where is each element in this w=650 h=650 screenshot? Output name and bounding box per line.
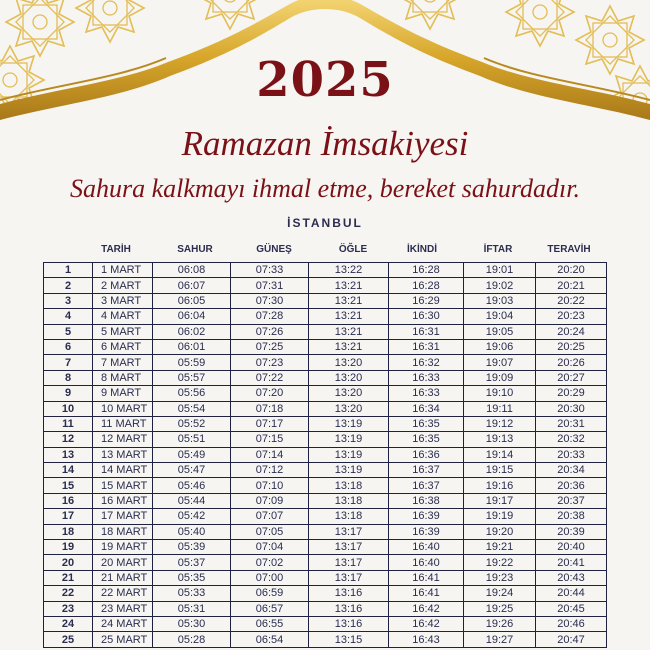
cell-ogle: 13:21 [309,339,389,354]
cell-ikindi: 16:42 [389,601,464,616]
cell-iftar: 19:25 [464,601,536,616]
cell-date: 14 MART [93,463,153,478]
cell-n: 18 [44,524,93,539]
cell-sahur: 06:01 [153,339,231,354]
page-title: Ramazan İmsakiyesi [181,124,469,163]
table-row [44,478,607,493]
cell-n: 8 [44,370,93,385]
cell-iftar: 19:27 [464,632,536,647]
cell-ikindi: 16:33 [389,386,464,401]
cell-ogle: 13:15 [309,632,389,647]
cell-sahur: 05:35 [153,570,231,585]
cell-ogle: 13:21 [309,278,389,293]
table-row [44,586,607,601]
cell-teravih: 20:44 [536,586,607,601]
cell-date: 22 MART [93,586,153,601]
table-row [44,355,607,370]
cell-teravih: 20:39 [536,524,607,539]
cell-ogle: 13:16 [309,586,389,601]
table-row [44,432,607,447]
cell-ogle: 13:22 [309,263,389,278]
cell-sahur: 06:05 [153,293,231,308]
cell-gunes: 07:28 [231,309,309,324]
cell-sahur: 05:42 [153,509,231,524]
cell-teravih: 20:43 [536,570,607,585]
cell-ogle: 13:19 [309,447,389,462]
cell-ikindi: 16:29 [389,293,464,308]
cell-sahur: 05:33 [153,586,231,601]
cell-sahur: 06:07 [153,278,231,293]
cell-ikindi: 16:35 [389,432,464,447]
cell-iftar: 19:24 [464,586,536,601]
cell-ikindi: 16:31 [389,324,464,339]
cell-n: 11 [44,416,93,431]
col-header-sahur: SAHUR [177,244,213,255]
cell-teravih: 20:25 [536,339,607,354]
cell-date: 2 MART [93,278,153,293]
cell-iftar: 19:02 [464,278,536,293]
cell-n: 7 [44,355,93,370]
cell-iftar: 19:13 [464,432,536,447]
cell-teravih: 20:46 [536,616,607,631]
cell-teravih: 20:30 [536,401,607,416]
cell-ikindi: 16:37 [389,463,464,478]
cell-gunes: 07:02 [231,555,309,570]
cell-ogle: 13:21 [309,293,389,308]
cell-ogle: 13:17 [309,570,389,585]
col-header-ikindi: İKİNDİ [407,244,437,255]
cell-date: 24 MART [93,616,153,631]
cell-date: 21 MART [93,570,153,585]
cell-iftar: 19:26 [464,616,536,631]
cell-date: 11 MART [93,416,153,431]
cell-sahur: 05:30 [153,616,231,631]
cell-teravih: 20:38 [536,509,607,524]
cell-date: 25 MART [93,632,153,647]
cell-ikindi: 16:35 [389,416,464,431]
cell-iftar: 19:16 [464,478,536,493]
subtitle: Sahura kalkmayı ihmal etme, bereket sahurdadır. [69,174,581,203]
table-row [44,278,607,293]
cell-ogle: 13:19 [309,416,389,431]
cell-sahur: 05:46 [153,478,231,493]
cell-teravih: 20:32 [536,432,607,447]
cell-gunes: 07:14 [231,447,309,462]
cell-gunes: 07:05 [231,524,309,539]
cell-n: 16 [44,493,93,508]
cell-n: 25 [44,632,93,647]
cell-gunes: 07:20 [231,386,309,401]
table-row [44,524,607,539]
col-header-gunes: GÜNEŞ [256,244,292,255]
table-row [44,555,607,570]
cell-sahur: 05:28 [153,632,231,647]
cell-teravih: 20:40 [536,540,607,555]
table-row [44,601,607,616]
cell-ikindi: 16:28 [389,263,464,278]
cell-teravih: 20:27 [536,370,607,385]
cell-teravih: 20:21 [536,278,607,293]
cell-n: 4 [44,309,93,324]
cell-ogle: 13:17 [309,555,389,570]
cell-iftar: 19:20 [464,524,536,539]
cell-gunes: 06:57 [231,601,309,616]
cell-ikindi: 16:39 [389,524,464,539]
cell-sahur: 05:57 [153,370,231,385]
cell-ogle: 13:17 [309,540,389,555]
cell-sahur: 05:47 [153,463,231,478]
cell-date: 1 MART [93,263,153,278]
cell-date: 7 MART [93,355,153,370]
cell-sahur: 05:49 [153,447,231,462]
cell-sahur: 05:39 [153,540,231,555]
table-row [44,570,607,585]
cell-gunes: 07:00 [231,570,309,585]
cell-iftar: 19:11 [464,401,536,416]
table-row [44,447,607,462]
cell-ogle: 13:19 [309,463,389,478]
cell-gunes: 07:07 [231,509,309,524]
cell-ikindi: 16:40 [389,555,464,570]
cell-ikindi: 16:37 [389,478,464,493]
cell-date: 12 MART [93,432,153,447]
cell-date: 5 MART [93,324,153,339]
cell-sahur: 05:40 [153,524,231,539]
cell-gunes: 07:33 [231,263,309,278]
cell-n: 21 [44,570,93,585]
table-row [44,309,607,324]
cell-sahur: 05:51 [153,432,231,447]
cell-gunes: 07:18 [231,401,309,416]
cell-ikindi: 16:40 [389,540,464,555]
cell-date: 23 MART [93,601,153,616]
cell-date: 13 MART [93,447,153,462]
cell-iftar: 19:22 [464,555,536,570]
cell-date: 15 MART [93,478,153,493]
cell-sahur: 05:31 [153,601,231,616]
cell-date: 20 MART [93,555,153,570]
cell-ikindi: 16:43 [389,632,464,647]
cell-ikindi: 16:33 [389,370,464,385]
cell-date: 10 MART [93,401,153,416]
cell-ikindi: 16:28 [389,278,464,293]
cell-ogle: 13:18 [309,493,389,508]
table-row [44,386,607,401]
cell-teravih: 20:31 [536,416,607,431]
cell-ikindi: 16:32 [389,355,464,370]
cell-n: 1 [44,263,93,278]
col-header-iftar: İFTAR [483,244,513,255]
cell-date: 9 MART [93,386,153,401]
cell-teravih: 20:45 [536,601,607,616]
cell-ikindi: 16:41 [389,570,464,585]
cell-n: 17 [44,509,93,524]
table-row [44,493,607,508]
cell-ogle: 13:18 [309,509,389,524]
cell-iftar: 19:15 [464,463,536,478]
cell-gunes: 07:22 [231,370,309,385]
cell-ogle: 13:20 [309,401,389,416]
imsakiye-table [43,262,607,648]
cell-ikindi: 16:41 [389,586,464,601]
cell-gunes: 07:31 [231,278,309,293]
cell-iftar: 19:06 [464,339,536,354]
cell-n: 15 [44,478,93,493]
cell-gunes: 07:30 [231,293,309,308]
cell-iftar: 19:03 [464,293,536,308]
cell-n: 22 [44,586,93,601]
cell-date: 6 MART [93,339,153,354]
cell-teravih: 20:20 [536,263,607,278]
cell-n: 20 [44,555,93,570]
cell-ogle: 13:17 [309,524,389,539]
cell-sahur: 05:37 [153,555,231,570]
col-header-tarih: TARİH [101,244,131,255]
cell-n: 3 [44,293,93,308]
city-label: İSTANBUL [287,216,363,230]
cell-iftar: 19:07 [464,355,536,370]
cell-sahur: 05:56 [153,386,231,401]
table-row [44,540,607,555]
cell-n: 5 [44,324,93,339]
cell-ikindi: 16:30 [389,309,464,324]
cell-iftar: 19:01 [464,263,536,278]
cell-teravih: 20:26 [536,355,607,370]
cell-iftar: 19:19 [464,509,536,524]
cell-teravih: 20:41 [536,555,607,570]
cell-date: 16 MART [93,493,153,508]
cell-gunes: 07:15 [231,432,309,447]
cell-gunes: 07:25 [231,339,309,354]
cell-gunes: 07:17 [231,416,309,431]
cell-teravih: 20:29 [536,386,607,401]
cell-ogle: 13:19 [309,432,389,447]
cell-ikindi: 16:38 [389,493,464,508]
cell-ogle: 13:20 [309,355,389,370]
cell-gunes: 07:26 [231,324,309,339]
cell-ogle: 13:16 [309,601,389,616]
cell-date: 17 MART [93,509,153,524]
cell-ikindi: 16:31 [389,339,464,354]
cell-teravih: 20:23 [536,309,607,324]
cell-n: 24 [44,616,93,631]
cell-iftar: 19:21 [464,540,536,555]
table-row [44,616,607,631]
cell-gunes: 06:59 [231,586,309,601]
cell-n: 12 [44,432,93,447]
cell-iftar: 19:04 [464,309,536,324]
table-row [44,263,607,278]
cell-n: 2 [44,278,93,293]
col-header-teravih: TERAVİH [547,244,591,255]
cell-sahur: 05:59 [153,355,231,370]
cell-n: 6 [44,339,93,354]
table-row [44,401,607,416]
cell-ogle: 13:21 [309,324,389,339]
cell-teravih: 20:33 [536,447,607,462]
cell-iftar: 19:14 [464,447,536,462]
table-row [44,509,607,524]
cell-ogle: 13:21 [309,309,389,324]
col-header-ogle: ÖĞLE [338,244,368,255]
cell-ogle: 13:16 [309,616,389,631]
table-row [44,293,607,308]
cell-n: 13 [44,447,93,462]
cell-date: 8 MART [93,370,153,385]
cell-iftar: 19:09 [464,370,536,385]
cell-gunes: 07:10 [231,478,309,493]
cell-ogle: 13:18 [309,478,389,493]
cell-gunes: 06:55 [231,616,309,631]
cell-sahur: 06:08 [153,263,231,278]
table-row [44,416,607,431]
cell-ogle: 13:20 [309,386,389,401]
cell-n: 23 [44,601,93,616]
cell-teravih: 20:22 [536,293,607,308]
cell-date: 18 MART [93,524,153,539]
table-row [44,632,607,647]
cell-ikindi: 16:39 [389,509,464,524]
cell-gunes: 07:12 [231,463,309,478]
cell-n: 19 [44,540,93,555]
cell-sahur: 06:02 [153,324,231,339]
cell-ikindi: 16:34 [389,401,464,416]
cell-teravih: 20:34 [536,463,607,478]
cell-teravih: 20:24 [536,324,607,339]
cell-iftar: 19:05 [464,324,536,339]
cell-sahur: 05:54 [153,401,231,416]
cell-iftar: 19:10 [464,386,536,401]
cell-n: 14 [44,463,93,478]
cell-teravih: 20:37 [536,493,607,508]
cell-date: 19 MART [93,540,153,555]
cell-teravih: 20:36 [536,478,607,493]
cell-gunes: 07:23 [231,355,309,370]
cell-date: 3 MART [93,293,153,308]
cell-iftar: 19:12 [464,416,536,431]
cell-gunes: 06:54 [231,632,309,647]
table-row [44,370,607,385]
cell-ikindi: 16:36 [389,447,464,462]
table-row [44,339,607,354]
year-heading: 2025 [256,52,394,108]
cell-teravih: 20:47 [536,632,607,647]
cell-sahur: 05:44 [153,493,231,508]
cell-n: 10 [44,401,93,416]
table-header [43,244,606,260]
cell-n: 9 [44,386,93,401]
cell-sahur: 05:52 [153,416,231,431]
cell-ogle: 13:20 [309,370,389,385]
cell-iftar: 19:23 [464,570,536,585]
table-body [44,263,607,648]
cell-gunes: 07:04 [231,540,309,555]
cell-gunes: 07:09 [231,493,309,508]
cell-sahur: 06:04 [153,309,231,324]
table-row [44,324,607,339]
cell-iftar: 19:17 [464,493,536,508]
table-row [44,463,607,478]
cell-ikindi: 16:42 [389,616,464,631]
cell-date: 4 MART [93,309,153,324]
